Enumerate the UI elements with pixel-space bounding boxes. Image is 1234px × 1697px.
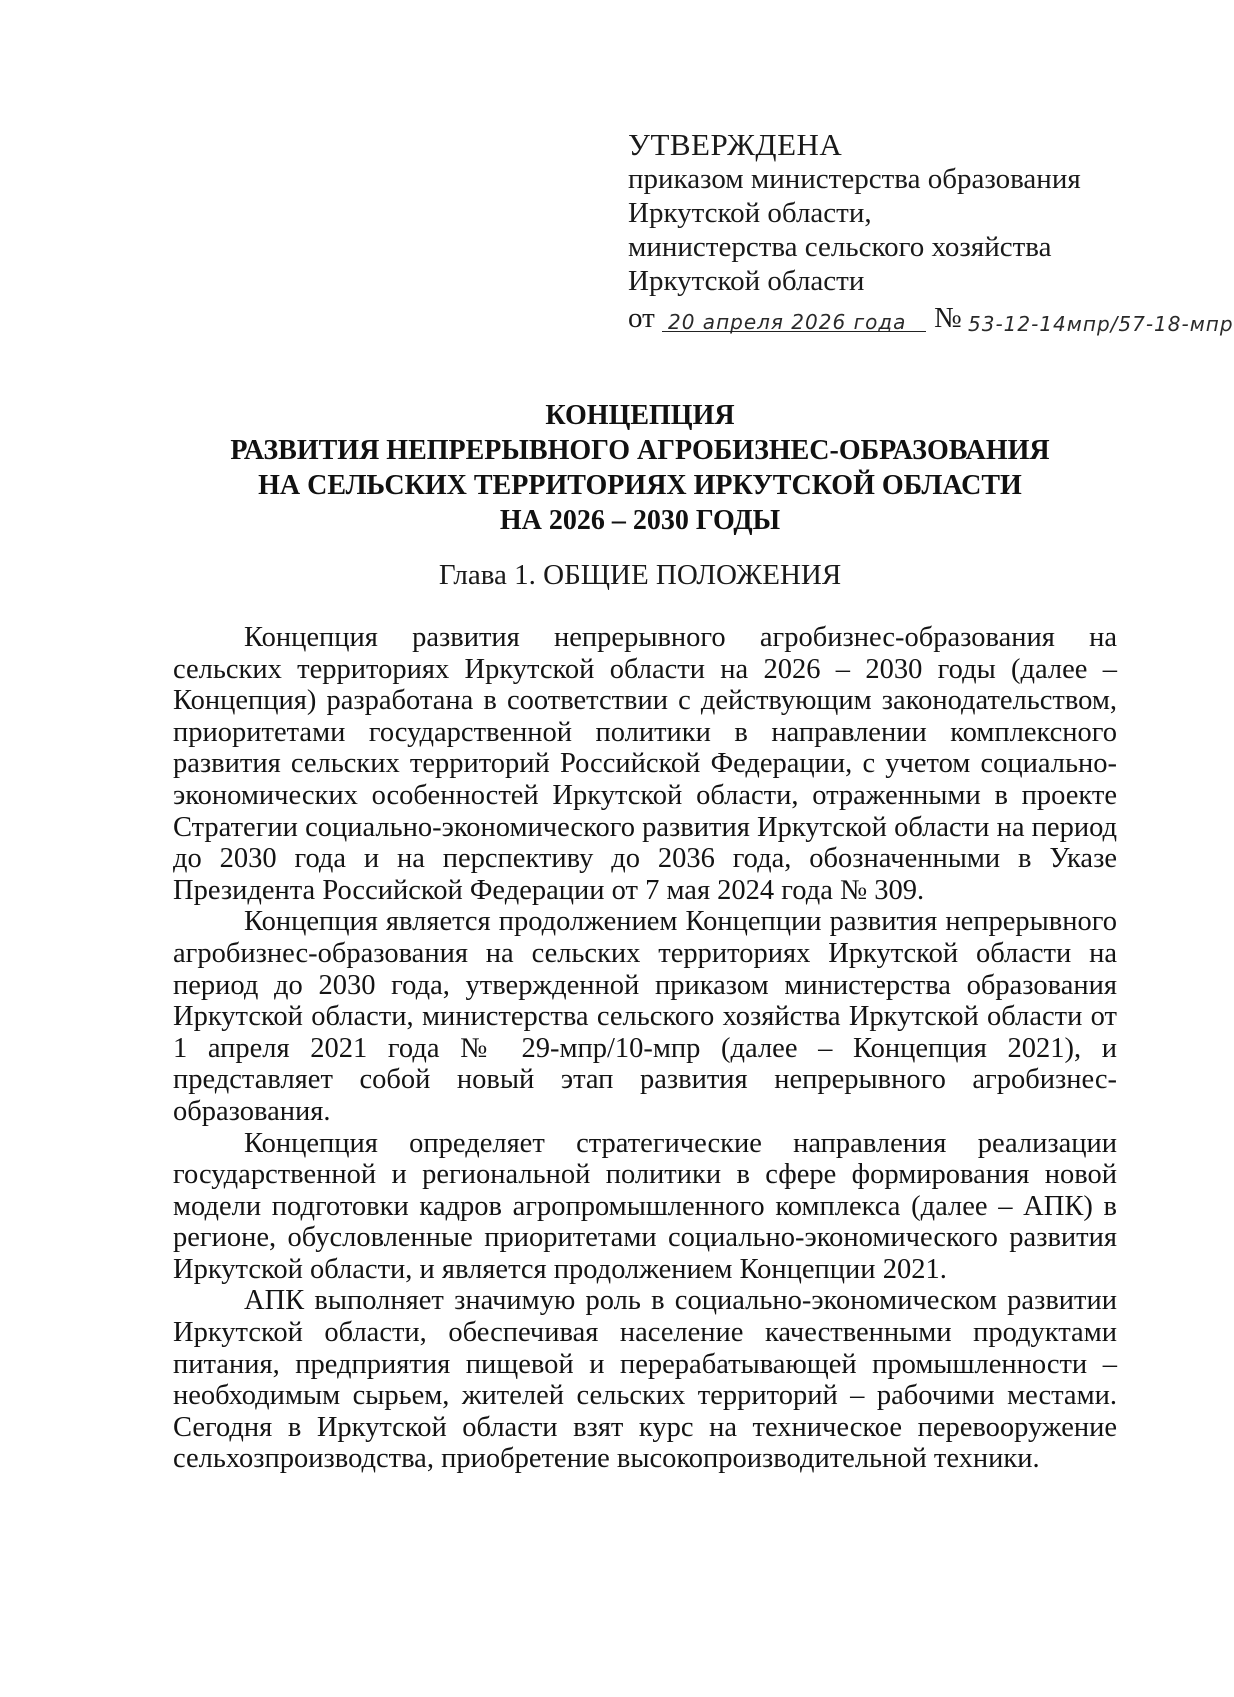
paragraph: Концепция является продолжением Концепции развития непрерывного агробизнес-образования на сельских территориях Иркутской области на период до 2030 года, утвержденной приказом министерства образования Иркутской области, министерства сельского хозяйства Иркутской области от 1 апреля 2021 года № 29-мпр/10-мпр (далее – Концепция 2021), и представляет собой новый этап развития непрерывного агробизнес-образования. — [173, 906, 1117, 1127]
paragraph: АПК выполняет значимую роль в социально-экономическом развитии Иркутской области, обеспечивая население качественными продуктами питания, предприятия пищевой и перерабатывающей промышленности – необходимым сырьем, жителей сельских территорий – рабочими местами. Сегодня в Иркутской области взят курс на техническое перевооружение сельхозпроизводства, приобретение высокопроизводительной техники. — [173, 1285, 1117, 1475]
approval-line: Иркутской области, — [628, 197, 872, 229]
handwritten-number: 53-12-14мпр/57-18-мпр — [968, 312, 1234, 336]
approval-line: Иркутской области — [628, 265, 865, 297]
approval-line: приказом министерства образования — [628, 163, 1081, 195]
title-line: НА СЕЛЬСКИХ ТЕРРИТОРИЯХ ИРКУТСКОЙ ОБЛАСТИ — [258, 470, 1022, 501]
chapter-heading: Глава 1. ОБЩИЕ ПОЛОЖЕНИЯ — [438, 559, 842, 591]
document-title — [100, 398, 1180, 538]
number-sign: № — [934, 302, 962, 334]
approval-line: министерства сельского хозяйства — [628, 231, 1052, 263]
approval-block — [628, 127, 1234, 341]
body-text — [173, 622, 1117, 1475]
approval-date-line — [628, 301, 1234, 341]
handwritten-date: 20 апреля 2026 года — [668, 310, 907, 334]
approval-heading: УТВЕРЖДЕНА — [628, 127, 843, 162]
paragraph: Концепция развития непрерывного агробизнес-образования на сельских территориях Иркутской области на 2026 – 2030 годы (далее – Концепция) разработана в соответствии с действующим законодательством, приоритетами государственной политики в направлении комплексного развития сельских территорий Российской Федерации, с учетом социально-экономических особенностей Иркутской области, отраженными в проекте Стратегии социально-экономического развития Иркутской области на период до 2030 года и на перспективу до 2036 года, обозначенными в Указе Президента Российской Федерации от 7 мая 2024 года № 309. — [173, 622, 1117, 906]
title-line: НА 2026 – 2030 ГОДЫ — [499, 505, 781, 536]
paragraph: Концепция определяет стратегические направления реализации государственной и региональной политики в сфере формирования новой модели подготовки кадров агропромышленного комплекса (далее – АПК) в регионе, обусловленные приоритетами социально-экономического развития Иркутской области, и является продолжением Концепции 2021. — [173, 1127, 1117, 1285]
date-underline — [662, 331, 926, 332]
title-line: КОНЦЕПЦИЯ — [545, 400, 735, 431]
title-line: РАЗВИТИЯ НЕПРЕРЫВНОГО АГРОБИЗНЕС-ОБРАЗОВАНИЯ — [230, 435, 1050, 466]
from-label: от — [628, 302, 655, 334]
